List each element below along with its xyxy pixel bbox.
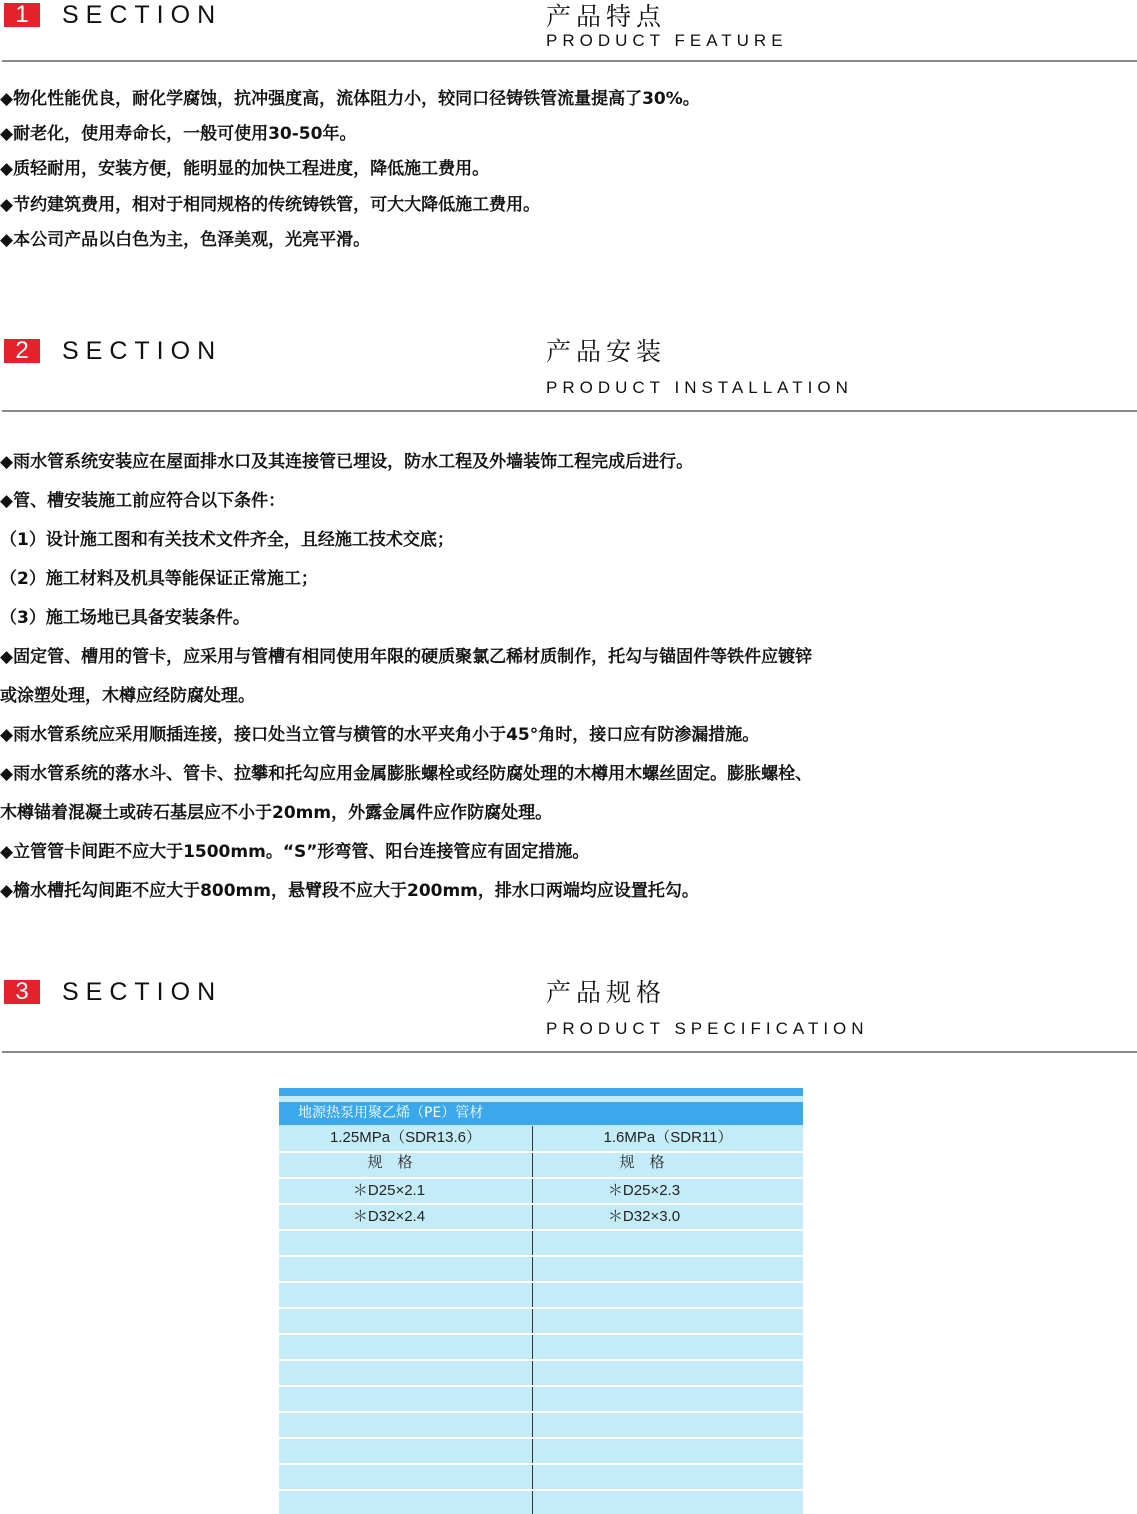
table-title-bar	[279, 1102, 803, 1125]
spec-cell: ＊D25×2.3	[607, 1182, 681, 1199]
section-title-zh: 产品特点	[546, 2, 667, 31]
section-divider	[2, 60, 1137, 62]
installation-line: ◆雨水管系统的落水斗、管卡、拉攀和托勾应用金属膨胀螺栓或经防腐处理的木樽用木螺丝固定。膨胀螺栓、	[0, 764, 813, 784]
spec-cell: ＊D32×2.4	[352, 1208, 426, 1225]
section-label: SECTION	[62, 978, 223, 1006]
installation-line: ◆雨水管系统安装应在屋面排水口及其连接管已埋设，防水工程及外墙装饰工程完成后进行。	[0, 452, 694, 472]
section-label: SECTION	[62, 1, 223, 29]
section-number-badge: 1	[4, 3, 40, 27]
installation-line: ◆固定管、槽用的管卡，应采用与管槽有相同使用年限的硬质聚氯乙稀材质制作，托勾与锚固件等铁件应镀锌	[0, 647, 813, 667]
section-title-en: PRODUCT INSTALLATION	[546, 378, 853, 397]
spec-cell: ＊D25×2.1	[352, 1182, 426, 1199]
section-title-zh: 产品规格	[546, 978, 667, 1007]
installation-line: （2）施工材料及机具等能保证正常施工；	[0, 569, 318, 589]
row-separator	[279, 1359, 803, 1361]
row-separator	[279, 1255, 803, 1257]
spec-cell: ＊D32×3.0	[607, 1208, 681, 1225]
feature-line: ◆耐老化，使用寿命长，一般可使用30-50年。	[0, 124, 357, 144]
table-title: 地源热泵用聚乙烯（PE）管材	[298, 1105, 484, 1121]
column-subheader: 规 格	[619, 1154, 665, 1171]
column-header: 1.25MPa（SDR13.6）	[330, 1129, 481, 1146]
section-divider	[2, 1051, 1137, 1053]
installation-line: 或涂塑处理，木樽应经防腐处理。	[0, 686, 255, 706]
installation-line: ◆管、槽安装施工前应符合以下条件：	[0, 491, 286, 511]
row-separator	[279, 1385, 803, 1387]
section-title-en: PRODUCT FEATURE	[546, 31, 788, 50]
spec-table	[279, 1088, 803, 1514]
installation-line: ◆雨水管系统应采用顺插连接，接口处当立管与横管的水平夹角小于45°角时，接口应有防渗漏措施。	[0, 725, 760, 745]
table-top-bar	[279, 1088, 803, 1096]
row-separator	[279, 1203, 803, 1205]
feature-line: ◆质轻耐用，安装方便，能明显的加快工程进度，降低施工费用。	[0, 159, 490, 179]
installation-line: 木樽锚着混凝土或砖石基层应不小于20mm，外露金属件应作防腐处理。	[0, 803, 553, 823]
section-number-badge: 2	[4, 339, 40, 363]
section-label: SECTION	[62, 337, 223, 365]
section-divider	[2, 410, 1137, 412]
section-number-badge: 3	[4, 980, 40, 1004]
column-header: 1.6MPa（SDR11）	[603, 1129, 733, 1146]
row-separator	[279, 1463, 803, 1465]
row-separator	[279, 1437, 803, 1439]
installation-line: ◆檐水槽托勾间距不应大于800mm，悬臂段不应大于200mm，排水口两端均应设置托勾。	[0, 881, 699, 901]
row-separator	[279, 1307, 803, 1309]
row-separator	[279, 1229, 803, 1231]
section-title-en: PRODUCT SPECIFICATION	[546, 1019, 869, 1038]
installation-line: （1）设计施工图和有关技术文件齐全，且经施工技术交底；	[0, 530, 454, 550]
row-separator	[279, 1411, 803, 1413]
installation-line: ◆立管管卡间距不应大于1500mm。“S”形弯管、阳台连接管应有固定措施。	[0, 842, 590, 862]
feature-line: ◆本公司产品以白色为主，色泽美观，光亮平滑。	[0, 230, 371, 250]
feature-line: ◆物化性能优良，耐化学腐蚀，抗冲强度高，流体阻力小，较同口径铸铁管流量提高了30%。	[0, 89, 700, 109]
row-separator	[279, 1489, 803, 1491]
feature-line: ◆节约建筑费用，相对于相同规格的传统铸铁管，可大大降低施工费用。	[0, 195, 541, 215]
row-separator	[279, 1281, 803, 1283]
column-subheader: 规 格	[367, 1154, 413, 1171]
installation-line: （3）施工场地已具备安装条件。	[0, 608, 250, 628]
section-title-zh: 产品安装	[546, 337, 667, 366]
row-separator	[279, 1177, 803, 1179]
row-separator	[279, 1333, 803, 1335]
